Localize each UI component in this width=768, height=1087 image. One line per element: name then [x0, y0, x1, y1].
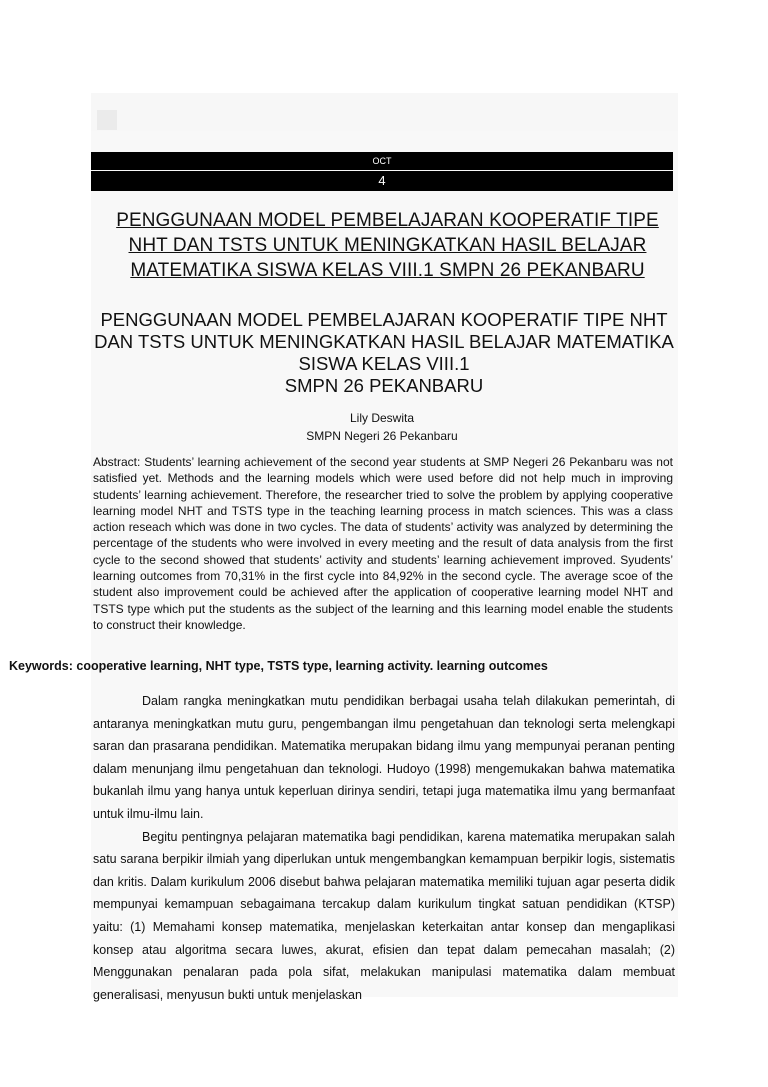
- page-title: PENGGUNAAN MODEL PEMBELAJARAN KOOPERATIF TIPE NHT DAN TSTS UNTUK MENINGKATKAN HASIL BELAJAR MATEMATIKA SISWA KELAS VIII.1 SMPN 26 PEKANBARU: [116, 210, 659, 281]
- body-text: [93, 690, 675, 1006]
- abstract: Abstract: Students’ learning achievement of the second year students at SMP Negeri 26 Pekanbaru was not satisfied yet. Methods and the learning models which were used before did not help much in improving students’ learning achievement. Therefore, the researcher tried to solve the problem by applying cooperative learning model NHT and TSTS type in the teaching learning process in match sciences. This was a class action reseach which was done in two cycles. The data of students’ activity was analyzed by determining the percentage of the students who were involved in every meeting and the result of data analysis from the first cycle to the second showed that students’ activity and students’ learning achievement improved. Syudents’ learning outcomes from 70,31% in the first cycle into 84,92% in the second cycle. The average scoe of the student also improvement could be achieved after the application of cooperative learning model NHT and TSTS type which put the students as the subject of the learning and this learning model enable the students to construct their knowledge.: [93, 455, 673, 632]
- paper-title: [88, 309, 680, 397]
- author-affiliation: SMPN Negeri 26 Pekanbaru: [306, 429, 458, 443]
- keywords: Keywords: cooperative learning, NHT type, TSTS type, learning activity. learning outcomes: [9, 659, 548, 673]
- paragraph: Begitu pentingnya pelajaran matematika bagi pendidikan, karena matematika merupakan salah satu sarana berpikir ilmiah yang diperlukan untuk mengembangkan kemampuan berpikir logis, sistematis dan kritis. Dalam kurikulum 2006 disebut bahwa pelajaran matematika memiliki tujuan agar peserta didik mempunyai kemampuan sebagaimana tercakup dalam kurikulum tingkat satuan pendidikan (KTSP) yaitu: (1) Memahami konsep matematika, menjelaskan keterkaitan antar konsep dan mengaplikasi konsep atau algoritma secara luwes, akurat, efisien dan tepat dalam pemecahan masalah; (2) Menggunakan penalaran pada pola sifat, melakukan manipulasi matematika dalam membuat generalisasi, menyusun bukti untuk menjelaskan: [93, 829, 675, 1002]
- date-day: 4: [91, 171, 673, 191]
- paper-title-line: DAN TSTS UNTUK MENINGKATKAN HASIL BELAJAR MATEMATIKA: [94, 331, 674, 352]
- header-band: [91, 93, 678, 131]
- paper-title-line: SISWA KELAS VIII.1: [298, 353, 470, 374]
- header-square: [97, 110, 117, 130]
- author-name: Lily Deswita: [349, 411, 415, 425]
- paragraph: Dalam rangka meningkatkan mutu pendidikan berbagai usaha telah dilakukan pemerintah, di antaranya meningkatkan mutu guru, pengembangan ilmu pengetahuan dan teknologi serta melengkapi saran dan prasarana pendidikan. Matematika merupakan bidang ilmu yang mempunyai peranan penting dalam menunjang ilmu pengetahuan dan teknologi. Hudoyo (1998) mengemukakan bahwa matematika bukanlah ilmu yang hanya untuk keperluan dirinya sendiri, tetapi juga matematika ilmu yang bermanfaat untuk ilmu-ilmu lain.: [93, 694, 675, 821]
- paper-title-line: PENGGUNAAN MODEL PEMBELAJARAN KOOPERATIF TIPE NHT: [100, 309, 668, 330]
- author-block: [91, 409, 673, 445]
- date-month: OCT: [91, 152, 673, 170]
- paper-title-line: SMPN 26 PEKANBARU: [284, 375, 484, 396]
